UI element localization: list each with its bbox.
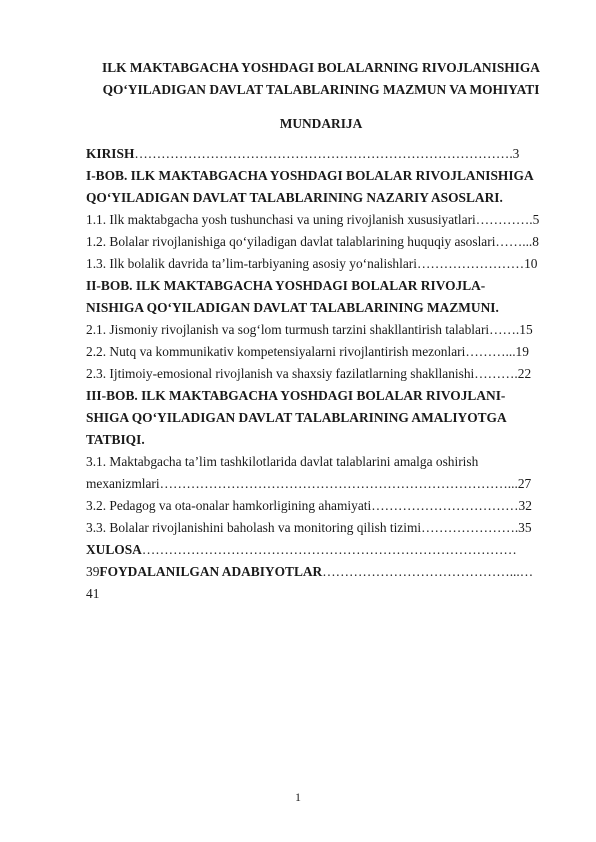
toc-entry-kirish[interactable] xyxy=(86,144,556,164)
toc-entry-leader: ……………………………………...… xyxy=(322,564,534,579)
toc-entry-3-3[interactable]: 3.3. Bolalar rivojlanishini baholash va monitoring qilish tizimi………………….35 xyxy=(86,520,532,535)
toc-entry-label: KIRISH xyxy=(86,146,135,161)
toc-chapter-3-line-2[interactable]: SHIGA QO‘YILADIGAN DAVLAT TALABLARINING AMALIYOTGA xyxy=(86,410,507,425)
toc-entry-leader: ………………………………………………………………………….3 xyxy=(134,146,520,161)
toc-entry-3-1-line-2[interactable]: mexanizmlari……………………………………………………………………...27 xyxy=(86,476,532,491)
toc-heading: MUNDARIJA xyxy=(279,116,363,131)
toc-entry-xulosa[interactable] xyxy=(86,540,556,560)
document-title-line-1: ILK MAKTABGACHA YOSHDAGI BOLALARNING RIVOJLANISHIGA xyxy=(102,60,540,75)
toc-entry-leader: ………………………………………………………………………… xyxy=(141,542,517,557)
toc-entry-2-3[interactable]: 2.3. Ijtimoiy-emosional rivojlanish va shaxsiy fazilatlarning shakllanishi……….22 xyxy=(86,366,532,381)
toc-chapter-2-line-1[interactable]: II-BOB. ILK MAKTABGACHA YOSHDAGI BOLALAR RIVOJLA- xyxy=(86,278,486,293)
toc-entry-1-1[interactable]: 1.1. Ilk maktabgacha yosh tushunchasi va uning rivojlanish xususiyatlari………….5 xyxy=(86,212,540,227)
page-number: 1 xyxy=(295,790,301,804)
document-title-line-2: QO‘YILADIGAN DAVLAT TALABLARINING MAZMUN VA MOHIYATI xyxy=(102,82,540,97)
toc-entry-2-1[interactable]: 2.1. Jismoniy rivojlanish va sog‘lom turmush tarzini shakllantirish talablari…….15 xyxy=(86,322,533,337)
toc-entry-label: FOYDALANILGAN ADABIYOTLAR xyxy=(99,564,323,579)
toc-chapter-1-line-2[interactable]: QO‘YILADIGAN DAVLAT TALABLARINING NAZARIY ASOSLARI. xyxy=(86,190,503,205)
toc-entry-3-2[interactable]: 3.2. Pedagog va ota-onalar hamkorligining ahamiyati……………………………32 xyxy=(86,498,532,513)
toc-chapter-3-line-1[interactable]: III-BOB. ILK MAKTABGACHA YOSHDAGI BOLALAR RIVOJLANI- xyxy=(86,388,506,403)
toc-chapter-3-line-3[interactable]: TATBIQI. xyxy=(86,432,145,447)
toc-entry-3-1-line-1[interactable]: 3.1. Maktabgacha ta’lim tashkilotlarida davlat talablarini amalga oshirish xyxy=(86,454,479,469)
toc-entry-label: XULOSA xyxy=(86,542,142,557)
toc-entry-references[interactable] xyxy=(86,562,556,582)
toc-page-number: 39 xyxy=(86,564,100,579)
toc-page-number-41: 41 xyxy=(86,586,100,601)
toc-entry-2-2[interactable]: 2.2. Nutq va kommunikativ kompetensiyalarni rivojlantirish mezonlari………...19 xyxy=(86,344,529,359)
toc-chapter-2-line-2[interactable]: NISHIGA QO‘YILADIGAN DAVLAT TALABLARINING MAZMUNI. xyxy=(86,300,499,315)
toc-chapter-1-line-1[interactable]: I-BOB. ILK MAKTABGACHA YOSHDAGI BOLALAR RIVOJLANISHIGA xyxy=(86,168,534,183)
toc-entry-1-3[interactable]: 1.3. Ilk bolalik davrida ta’lim-tarbiyaning asosiy yo‘nalishlari……………………10 xyxy=(86,256,538,271)
toc-entry-1-2[interactable]: 1.2. Bolalar rivojlanishiga qo‘yiladigan davlat talablarining huquqiy asoslari……...8 xyxy=(86,234,539,249)
